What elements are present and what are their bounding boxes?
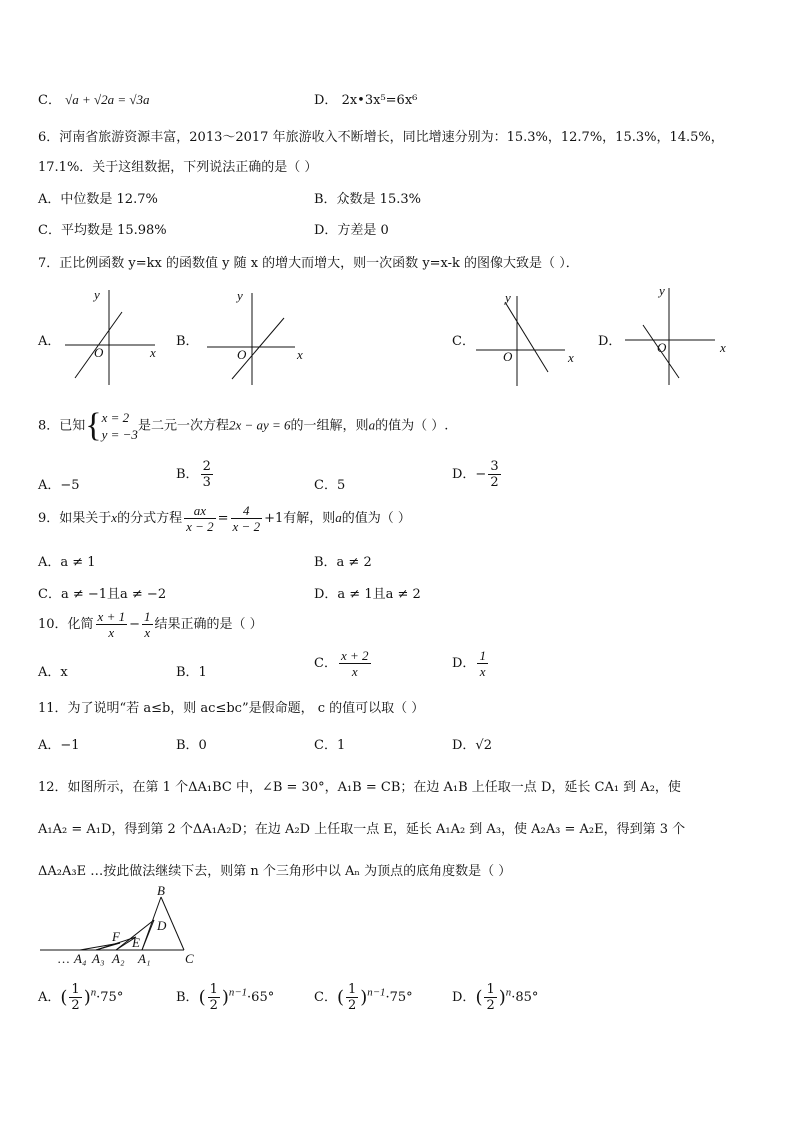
stem-text: 8．已知: [38, 418, 86, 434]
q6-stem-line1: 6．河南省旅游资源丰富，2013～2017 年旅游收入不断增长，同比增速分别为：15.3%，12.7%，15.3%，14.5%，: [38, 130, 724, 145]
origin-label: O: [657, 340, 667, 355]
q12-figure: [0, 885, 260, 970]
option-label: D．−: [452, 467, 487, 482]
stem-text: 的一组解，则: [290, 418, 369, 434]
label-c: C: [185, 951, 194, 966]
q7-option-c-label[interactable]: C．: [452, 334, 475, 349]
y-axis-label: y: [94, 287, 100, 302]
q7-stem: 7．正比例函数 y=kx 的函数值 y 随 x 的增大而增大，则一次函数 y=x-k 的图像大致是（ ）．: [38, 256, 579, 271]
fraction: $\frac{4}{x - 2}$: [232, 503, 261, 534]
q12-stem-line3: ΔA₂A₃E …按此做法继续下去，则第 n 个三角形中以 Aₙ 为顶点的底角度数是（ ）: [38, 864, 512, 879]
fraction: $\frac{1}{x}$: [144, 609, 151, 640]
math-expression: √a + √2a = √3a: [65, 92, 150, 107]
q11-option-d[interactable]: D．√2: [452, 738, 492, 753]
fraction: $\frac{1}{2}$: [486, 982, 495, 1013]
q8-option-c[interactable]: C．5: [314, 478, 346, 493]
q10-option-b[interactable]: B．1: [176, 665, 207, 680]
q9-stem: 9．如果关于x的分式方程 $\frac{ax}{x - 2}$ = $\frac{4}{x - 2}$ +1有解，则a的值为（ ）: [38, 503, 411, 534]
fraction: $\frac{1}{2}$: [347, 982, 357, 1013]
q12-stem-line1: 12．如图所示，在第 1 个ΔA₁BC 中，∠B = 30°，A₁B = CB；在边 A₁B 上任取一点 D，延长 CA₁ 到 A₂，使: [38, 780, 681, 795]
fraction: $\frac{x + 2}{x}$: [340, 648, 369, 679]
fraction: $\frac{2}{3}$: [202, 459, 211, 490]
math-expression: 2x•3x⁵=6x⁶: [341, 93, 418, 108]
fraction: $\frac{1}{x}$: [479, 648, 486, 679]
ellipsis: …: [58, 951, 70, 966]
q12-option-b[interactable]: B．( $\frac{1}{2}$ )$^{n-1}$·65°: [176, 982, 275, 1013]
q8-stem: [38, 409, 448, 443]
q7-option-d-label[interactable]: D．: [598, 334, 622, 349]
label-d: D: [157, 918, 167, 933]
variable: a: [368, 417, 376, 433]
q12-option-a[interactable]: A．( $\frac{1}{2}$ )$^n$·75°: [38, 982, 124, 1013]
q6-option-b[interactable]: B．众数是 15.3%: [314, 192, 421, 207]
q9-option-c[interactable]: C．a ≠ −1且a ≠ −2: [38, 587, 167, 602]
y-axis-label: y: [505, 290, 511, 305]
origin-label: O: [237, 347, 247, 362]
q10-option-a[interactable]: A．x: [38, 665, 68, 680]
q8-option-b[interactable]: [176, 459, 215, 490]
q7-option-a-label[interactable]: A．: [38, 334, 61, 349]
q6-stem-line2: 17.1%．关于这组数据，下列说法正确的是（ ）: [38, 160, 318, 175]
equation-system: x = 2 y = −3: [101, 410, 138, 442]
q9-option-b[interactable]: B．a ≠ 2: [314, 555, 372, 570]
origin-label: O: [94, 345, 104, 360]
brace-icon: {: [85, 407, 102, 444]
x-axis-label: x: [150, 345, 156, 360]
q8-option-a[interactable]: A．−5: [38, 478, 80, 493]
label-b: B: [157, 885, 165, 898]
q9-option-a[interactable]: A．a ≠ 1: [38, 555, 96, 570]
q12-option-c[interactable]: C．( $\frac{1}{2}$ )$^{n-1}$·75°: [314, 982, 413, 1013]
q12-option-d[interactable]: D．( $\frac{1}{2}$ )$^n$·85°: [452, 982, 539, 1013]
x-axis-label: x: [568, 350, 574, 365]
fraction: $\frac{1}{2}$: [209, 982, 218, 1013]
option-label: D．: [314, 93, 338, 108]
q7-graph-a[interactable]: [65, 290, 155, 385]
q11-option-a[interactable]: A．−1: [38, 738, 80, 753]
q10-option-d[interactable]: D． $\frac{1}{x}$: [452, 648, 486, 679]
stem-text: 是二元一次方程: [137, 418, 229, 434]
equation: 2x − ay = 6: [228, 417, 291, 433]
q11-stem: 11．为了说明“若 a≤b，则 ac≤bc”是假命题， c 的值可以取（ ）: [38, 701, 425, 716]
q10-stem: 10．化简 $\frac{x + 1}{x}$ − $\frac{1}{x}$ 结果正确的是（ ）: [38, 609, 263, 640]
q11-option-b[interactable]: B．0: [176, 738, 207, 753]
label-e: E: [132, 935, 140, 950]
q6-option-c[interactable]: C．平均数是 15.98%: [38, 223, 167, 238]
stem-text: 的值为（ ）.: [375, 418, 449, 434]
label-a3: A₃: [92, 951, 105, 966]
q7-graph-b[interactable]: [207, 293, 295, 385]
x-axis-label: x: [297, 347, 303, 362]
q11-option-c[interactable]: C．1: [314, 738, 346, 753]
q6-option-a[interactable]: A．中位数是 12.7%: [38, 192, 158, 207]
q7-option-b-label[interactable]: B．: [176, 334, 199, 349]
option-label: C．: [38, 93, 61, 108]
fraction: $\frac{x + 1}{x}$: [97, 609, 126, 640]
x-axis-label: x: [720, 340, 726, 355]
label-a2: A₂: [112, 951, 125, 966]
label-a4: A₄: [74, 951, 87, 966]
fraction: $\frac{1}{2}$: [71, 982, 80, 1013]
q12-stem-line2: A₁A₂ = A₁D，得到第 2 个ΔA₁A₂D；在边 A₂D 上任取一点 E，延长 A₁A₂ 到 A₃，使 A₂A₃ = A₂E，得到第 3 个: [38, 822, 686, 837]
fraction: $\frac{3}{2}$: [490, 459, 499, 490]
label-a1: A₁: [138, 951, 151, 966]
origin-label: O: [503, 349, 513, 364]
q6-option-d[interactable]: D．方差是 0: [314, 223, 389, 238]
label-f: F: [112, 929, 120, 944]
fraction: $\frac{ax}{x - 2}$: [186, 503, 214, 534]
q8-option-d[interactable]: [452, 459, 503, 490]
y-axis-label: y: [659, 283, 665, 298]
q9-option-d[interactable]: D．a ≠ 1且a ≠ 2: [314, 587, 421, 602]
q7-graphs: [0, 0, 794, 400]
q10-option-c[interactable]: C． $\frac{x + 2}{x}$: [314, 648, 369, 679]
q7-graph-c[interactable]: [476, 296, 565, 386]
option-label: B．: [176, 467, 199, 482]
q7-graph-d[interactable]: [625, 288, 715, 385]
y-axis-label: y: [237, 288, 243, 303]
